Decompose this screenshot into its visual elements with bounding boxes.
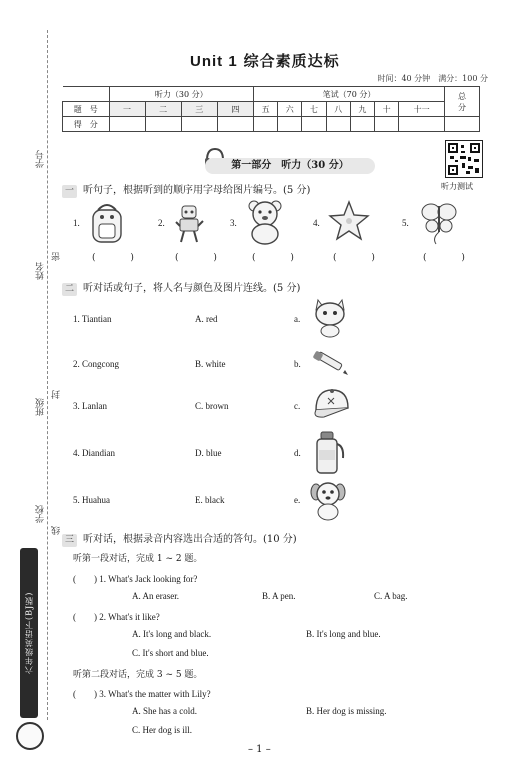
s2-color-1: A. red (195, 314, 218, 324)
table-col-3: 三 (181, 102, 217, 117)
q3-option-a[interactable]: A. She has a cold. (132, 706, 197, 716)
dialogue-1-intro: 听第一段对话，完成 1 ~ 2 题。 (73, 554, 203, 564)
table-col-10: 十 (375, 102, 399, 117)
cut-line (47, 30, 48, 720)
total-score-cell[interactable] (445, 117, 480, 132)
cap-icon (310, 384, 352, 424)
time-limit: 时间：40 分钟 (377, 74, 431, 83)
table-col-11: 十一 (399, 102, 445, 117)
qr-code-icon[interactable] (445, 140, 483, 178)
writing-header: 笔试（70 分） (254, 87, 445, 102)
q1-option-a[interactable]: A. An eraser. (132, 591, 179, 601)
q2-option-c[interactable]: C. It's short and blue. (132, 648, 209, 658)
mascot-icon (16, 722, 44, 750)
question-2: ( ) 2. What's it like? (73, 612, 160, 622)
question-1: ( ) 1. What's Jack looking for? (73, 574, 198, 584)
s1-answer-3[interactable]: ( ) (252, 253, 310, 263)
q1-option-c[interactable]: C. A bag. (374, 591, 408, 601)
q3-option-c[interactable]: C. Her dog is ill. (132, 725, 192, 735)
binding-margin (0, 0, 62, 768)
kite-icon (420, 200, 458, 246)
s2-letter-1: a. (294, 314, 301, 324)
dog-icon (308, 478, 348, 522)
q1-option-b[interactable]: B. A pen. (262, 591, 296, 601)
score-table (62, 86, 480, 132)
label-xingming: 姓名 (36, 262, 46, 280)
starfish-icon (328, 200, 370, 242)
teddy-bear-icon (245, 198, 285, 246)
table-corner (63, 87, 110, 102)
q3-option-b[interactable]: B. Her dog is missing. (306, 706, 387, 716)
page-number: – 1 – (248, 744, 271, 755)
s2-letter-4: d. (294, 448, 301, 458)
table-col-7: 七 (302, 102, 326, 117)
section-2-heading (62, 279, 300, 296)
table-col-5: 五 (254, 102, 278, 117)
q2-option-b[interactable]: B. It's long and blue. (306, 629, 381, 639)
title-text: 综合素质达标 (243, 52, 340, 70)
page-title (190, 50, 340, 71)
schoolbag-icon (88, 200, 126, 246)
section-1-number: 一 (62, 185, 77, 198)
qr-label: 听力测试 (441, 182, 473, 191)
table-col-9: 九 (350, 102, 374, 117)
s1-label-5: 5. (402, 218, 409, 228)
s2-name-1: 1. Tiantian (73, 314, 112, 324)
score-cell-8[interactable] (326, 117, 350, 132)
section-2-text: 听对话或句子，将人名与颜色及图片连线。(5 分) (83, 283, 301, 294)
pen-icon (310, 348, 350, 376)
s1-answer-4[interactable]: ( ) (333, 253, 391, 263)
table-col-8: 八 (326, 102, 350, 117)
part1-banner: 第一部分 听力（30 分） (205, 158, 375, 174)
s2-name-2: 2. Congcong (73, 359, 119, 369)
s2-letter-5: e. (294, 495, 301, 505)
score-cell-9[interactable] (350, 117, 374, 132)
label-xuexiao: 学校 (36, 505, 46, 523)
section-1-heading (62, 181, 310, 198)
cat-icon (310, 296, 350, 338)
s2-name-5: 5. Huahua (73, 495, 110, 505)
s2-color-3: C. brown (195, 401, 229, 411)
q2-option-a[interactable]: A. It's long and black. (132, 629, 212, 639)
row-label-number: 题 号 (63, 102, 110, 117)
table-col-2: 二 (145, 102, 181, 117)
s1-label-2: 2. (158, 218, 165, 228)
label-mi: 密 (52, 252, 62, 261)
score-cell-3[interactable] (181, 117, 217, 132)
s2-color-4: D. blue (195, 448, 222, 458)
table-col-6: 六 (278, 102, 302, 117)
total-header: 总 分 (445, 87, 480, 117)
section-1-text: 听句子，根据听到的顺序用字母给图片编号。(5 分) (83, 185, 311, 196)
s1-answer-5[interactable]: ( ) (423, 253, 481, 263)
score-cell-2[interactable] (145, 117, 181, 132)
score-cell-5[interactable] (254, 117, 278, 132)
table-col-4: 四 (217, 102, 253, 117)
score-cell-1[interactable] (109, 117, 145, 132)
label-xuehao: 学号 (36, 150, 46, 168)
score-cell-7[interactable] (302, 117, 326, 132)
s2-letter-2: b. (294, 359, 301, 369)
bottle-icon (310, 430, 346, 476)
s2-name-3: 3. Lanlan (73, 401, 107, 411)
score-cell-11[interactable] (399, 117, 445, 132)
row-label-score: 得 分 (63, 117, 110, 132)
label-feng: 封 (52, 390, 62, 399)
unit-label: Unit 1 (190, 53, 238, 70)
section-3-text: 听对话，根据录音内容选出合适的答句。(10 分) (83, 534, 297, 545)
exam-meta (369, 73, 488, 84)
s1-answer-1[interactable]: ( ) (92, 253, 150, 263)
table-col-1: 一 (109, 102, 145, 117)
question-3: ( ) 3. What's the matter with Lily? (73, 689, 211, 699)
listening-header: 听力（30 分） (109, 87, 254, 102)
s1-label-4: 4. (313, 218, 320, 228)
section-3-number: 三 (62, 534, 77, 547)
s2-color-2: B. white (195, 359, 226, 369)
s1-answer-2[interactable]: ( ) (175, 253, 233, 263)
label-xian: 线 (52, 526, 62, 535)
s2-name-4: 4. Diandian (73, 448, 115, 458)
score-cell-6[interactable] (278, 117, 302, 132)
section-2-number: 二 (62, 283, 77, 296)
s2-color-5: E. black (195, 495, 225, 505)
label-banji: 班级 (36, 398, 46, 416)
section-3-heading (62, 530, 297, 547)
score-cell-10[interactable] (375, 117, 399, 132)
s2-letter-3: c. (294, 401, 301, 411)
s1-label-1: 1. (73, 218, 80, 228)
robot-icon (172, 202, 206, 244)
full-score: 满分：100 分 (438, 74, 488, 83)
spine-label: 六年级英语下(BJ版) (20, 548, 38, 718)
s1-label-3: 3. (230, 218, 237, 228)
score-cell-4[interactable] (217, 117, 253, 132)
dialogue-2-intro: 听第二段对话，完成 3 ~ 5 题。 (73, 670, 203, 680)
